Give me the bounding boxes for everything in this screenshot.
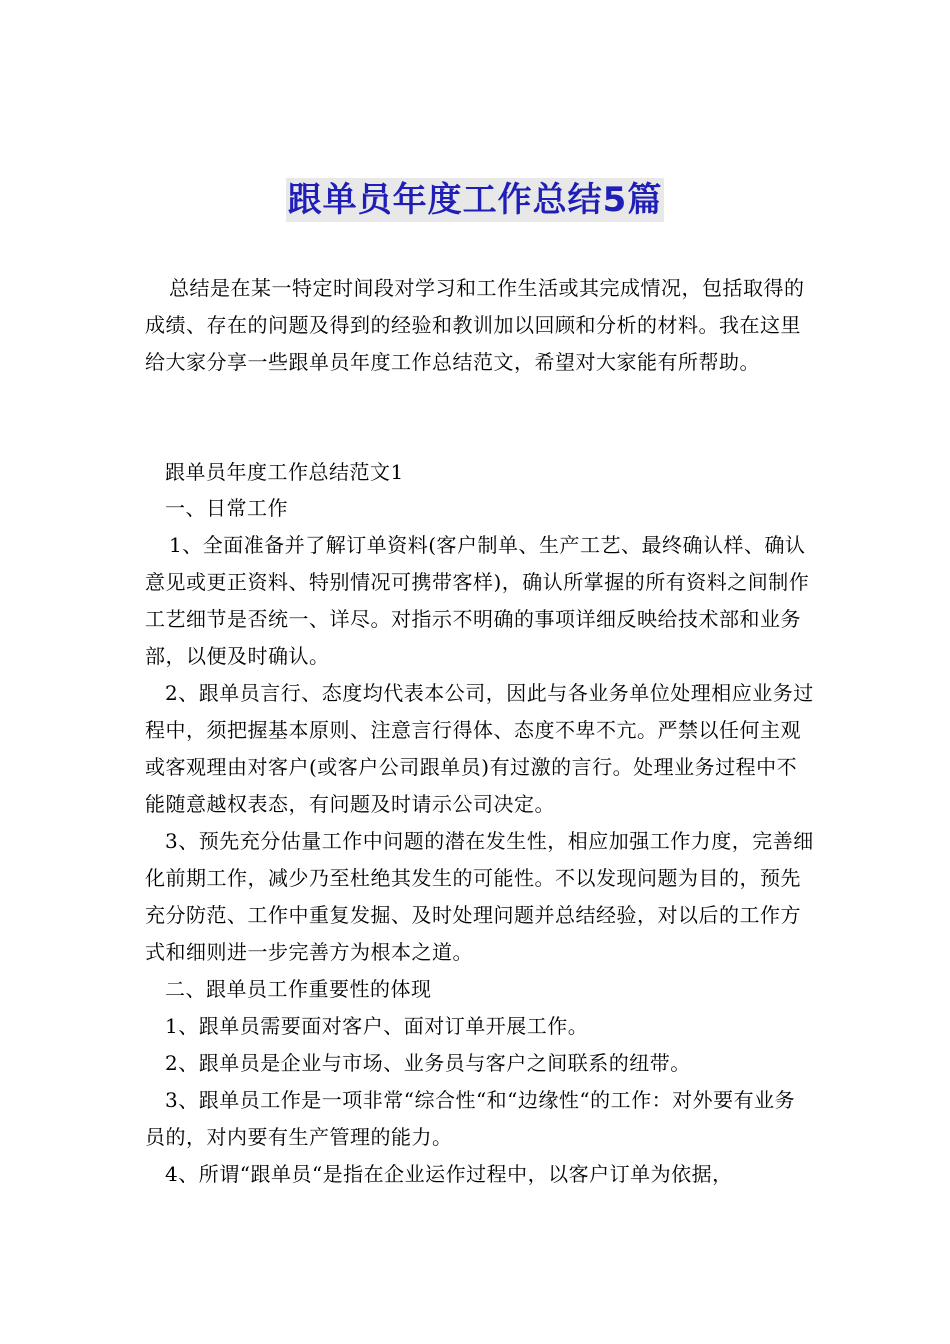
title-container xyxy=(0,178,950,222)
intro-paragraph-block xyxy=(145,270,815,381)
part2-heading-block xyxy=(145,971,815,1008)
part2-item-1: 1、跟单员需要面对客户、面对订单开展工作。 xyxy=(165,1014,589,1038)
part1-item-1-block xyxy=(145,527,815,675)
intro-paragraph: 总结是在某一特定时间段对学习和工作生活或其完成情况，包括取得的成绩、存在的问题及得到的经验和教训加以回顾和分析的材料。我在这里给大家分享一些跟单员年度工作总结范文，希望对大家能有所帮助。 xyxy=(145,276,805,374)
part2-item-1-block xyxy=(145,1008,815,1045)
document-title: 跟单员年度工作总结5篇 xyxy=(287,180,663,220)
part2-item-3: 3、跟单员工作是一项非常“综合性“和“边缘性“的工作：对外要有业务员的，对内要有生产管理的能力。 xyxy=(145,1088,796,1149)
section1-title: 跟单员年度工作总结范文1 xyxy=(165,460,404,484)
part1-item-2: 2、跟单员言行、态度均代表本公司，因此与各业务单位处理相应业务过程中，须把握基本原则、注意言行得体、态度不卑不亢。严禁以任何主观或客观理由对客户(或客户公司跟单员)有过激的言行。处理业务过程中不能随意越权表态，有问题及时请示公司决定。 xyxy=(145,681,814,816)
part2-item-2: 2、跟单员是企业与市场、业务员与客户之间联系的纽带。 xyxy=(165,1051,691,1075)
section1-title-block xyxy=(145,454,815,491)
part2-item-4: 4、所谓“跟单员“是指在企业运作过程中，以客户订单为依据， xyxy=(165,1162,733,1186)
part2-item-3-block xyxy=(145,1082,815,1156)
part2-item-2-block xyxy=(145,1045,815,1082)
part1-heading: 一、日常工作 xyxy=(165,496,288,520)
part1-heading-block xyxy=(145,490,815,527)
part1-item-2-block xyxy=(145,675,815,823)
part2-heading: 二、跟单员工作重要性的体现 xyxy=(165,977,432,1001)
part1-item-1: 1、全面准备并了解订单资料(客户制单、生产工艺、最终确认样、确认意见或更正资料、特别情况可携带客样)，确认所掌握的所有资料之间制作工艺细节是否统一、详尽。对指示不明确的事项详细反映给技术部和业务部，以便及时确认。 xyxy=(145,533,810,668)
part1-item-3: 3、预先充分估量工作中问题的潜在发生性，相应加强工作力度，完善细化前期工作，减少乃至杜绝其发生的可能性。不以发现问题为目的，预先充分防范、工作中重复发掘、及时处理问题并总结经验，对以后的工作方式和细则进一步完善方为根本之道。 xyxy=(145,829,814,964)
part2-item-4-block xyxy=(145,1156,815,1193)
part1-item-3-block xyxy=(145,823,815,971)
